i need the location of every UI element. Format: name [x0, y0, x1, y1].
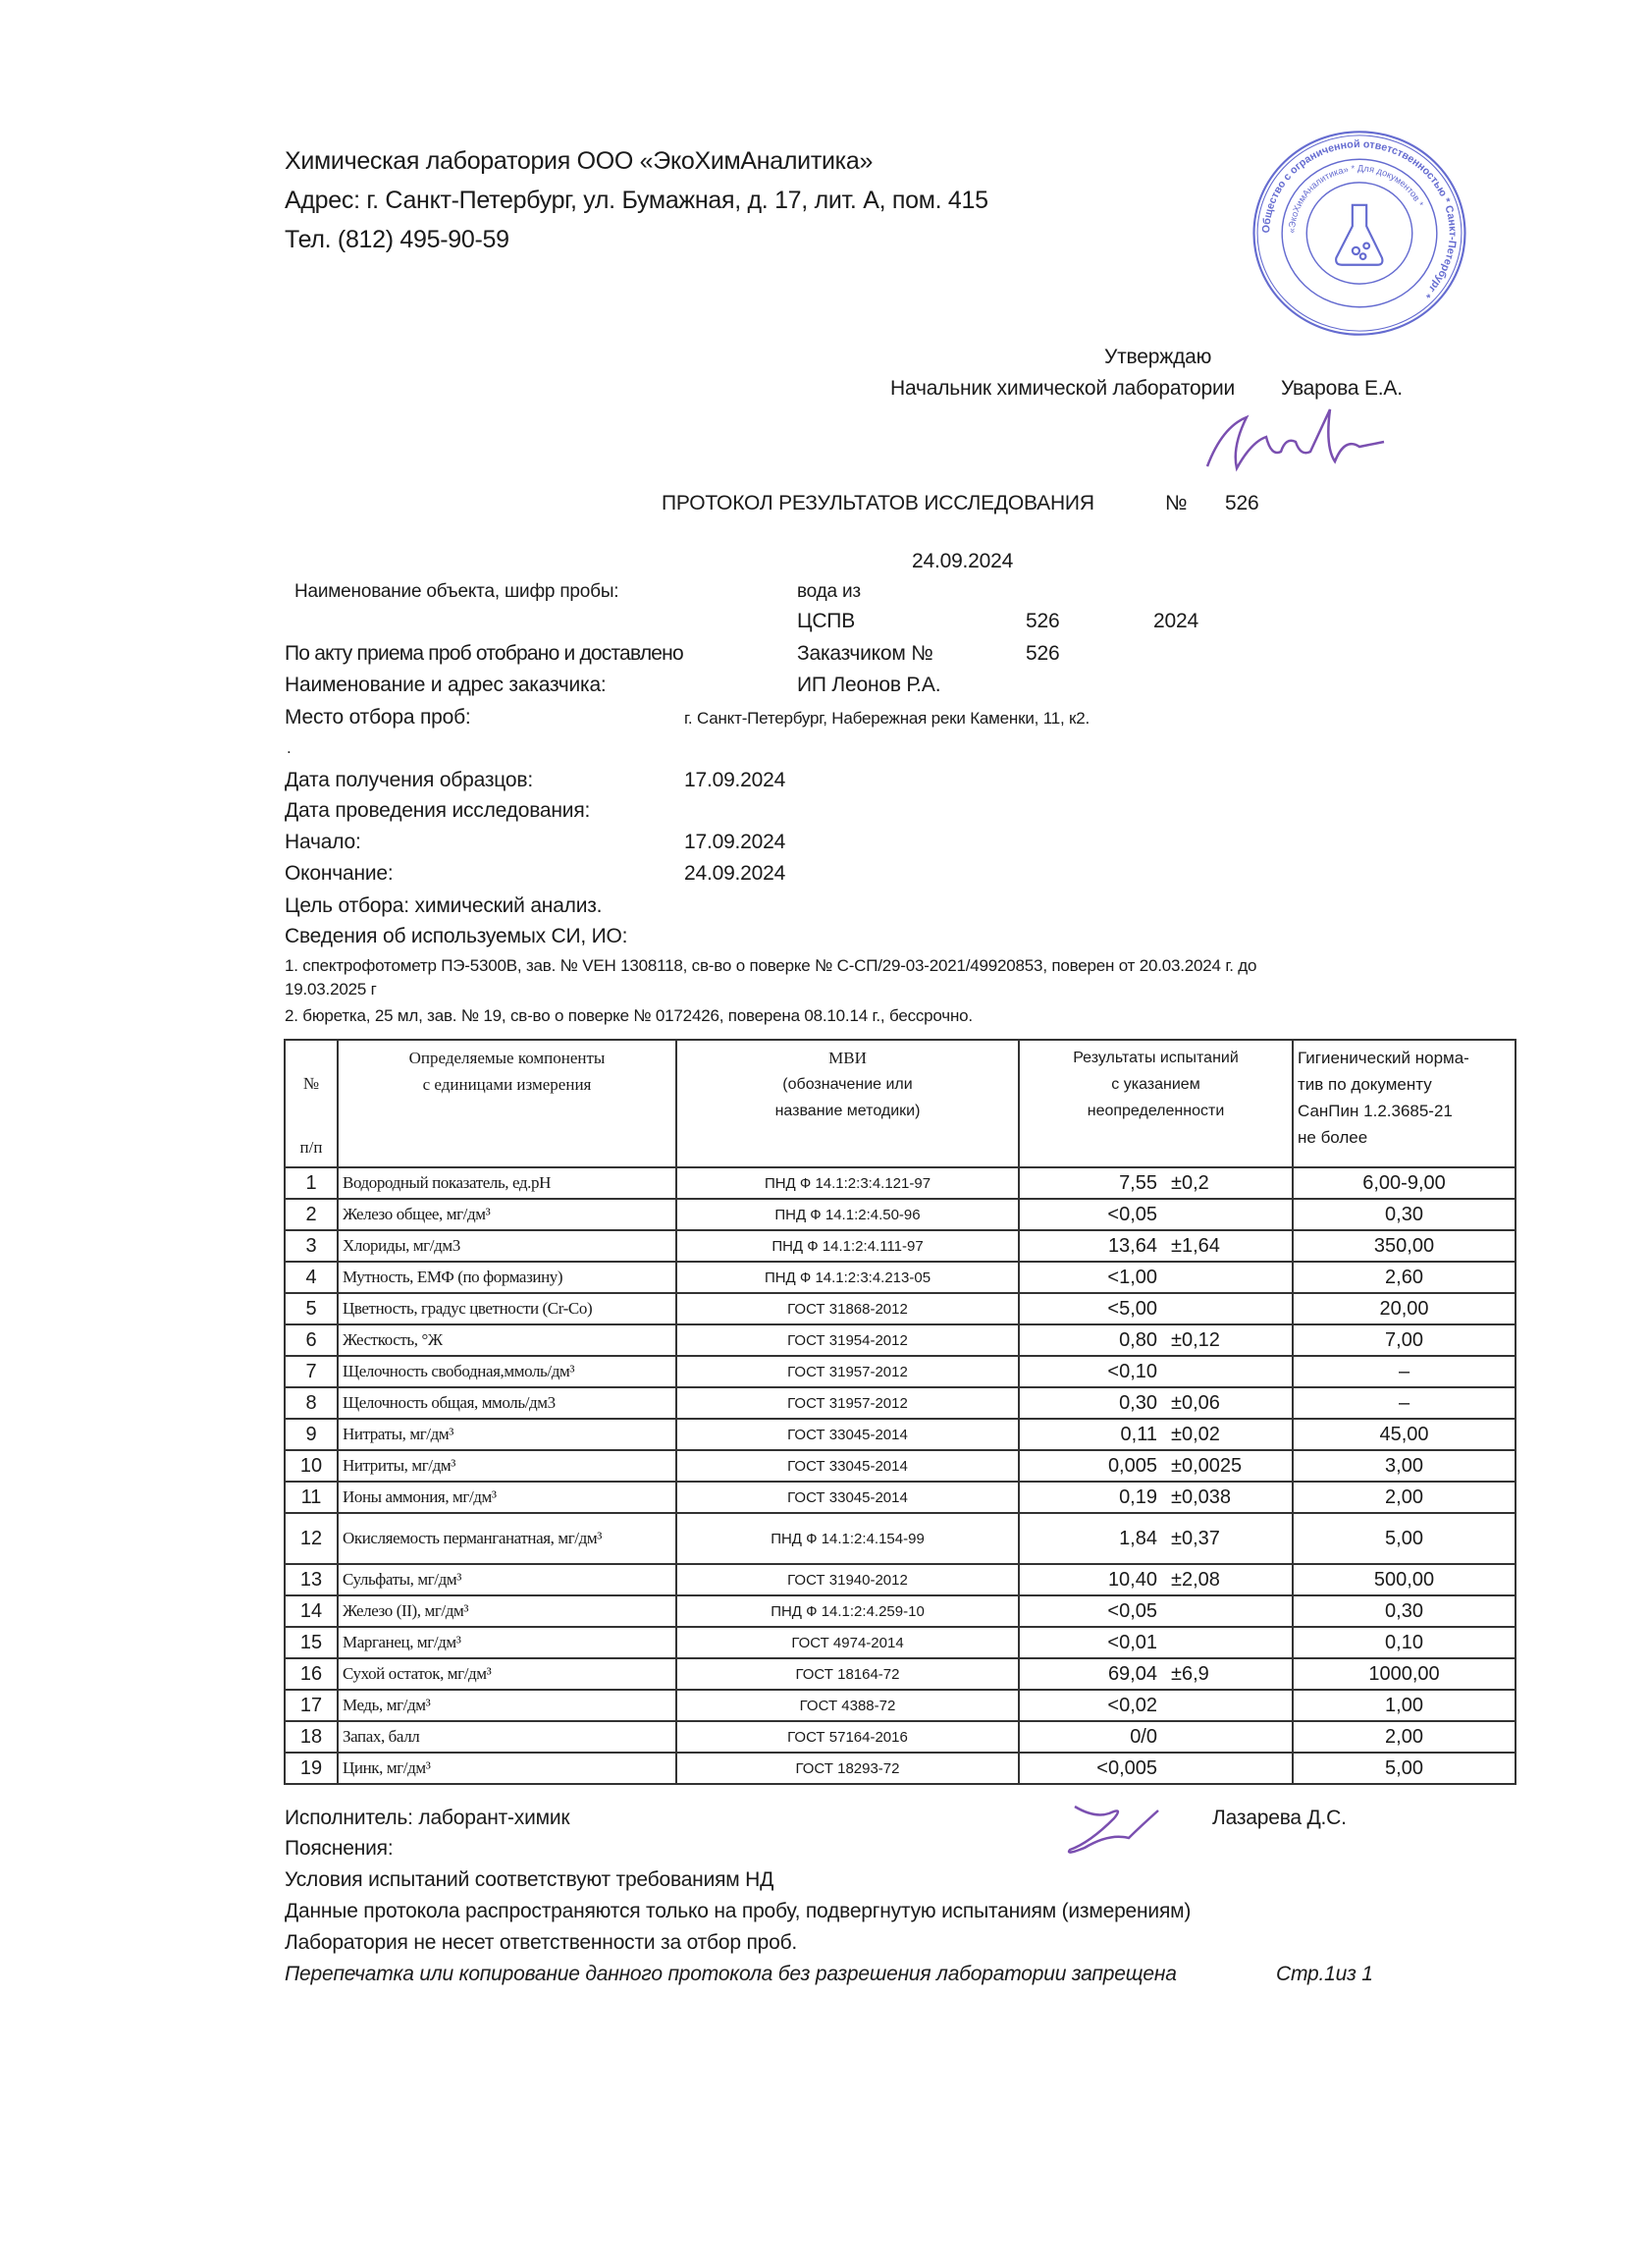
hygienic-norm: –	[1293, 1387, 1516, 1419]
note-1: Условия испытаний соответствуют требованиям НД	[285, 1868, 774, 1891]
method-name: ГОСТ 31868-2012	[676, 1293, 1019, 1324]
row-number: 13	[285, 1564, 338, 1595]
test-result	[1019, 1419, 1293, 1450]
table-row	[285, 1627, 1516, 1658]
hygienic-norm: 5,00	[1293, 1513, 1516, 1564]
approve-label: Утверждаю	[1104, 346, 1212, 368]
test-result	[1019, 1513, 1293, 1564]
customer-value: ИП Леонов Р.А.	[797, 674, 941, 696]
result-uncertainty: ±0,038	[1171, 1485, 1232, 1508]
test-result	[1019, 1356, 1293, 1387]
method-name: ГОСТ 31954-2012	[676, 1324, 1019, 1356]
result-value: <0,02	[1107, 1694, 1157, 1716]
table-row	[285, 1482, 1516, 1513]
test-result	[1019, 1293, 1293, 1324]
table-row	[285, 1595, 1516, 1627]
result-value: 0/0	[1130, 1725, 1157, 1748]
component-name: Цинк, мг/дм³	[338, 1753, 676, 1784]
header-component	[338, 1040, 676, 1167]
protocol-number: 526	[1225, 492, 1259, 514]
component-name: Цветность, градус цветности (Cr-Co)	[338, 1293, 676, 1324]
result-value: <0,05	[1107, 1599, 1157, 1622]
table-row	[285, 1387, 1516, 1419]
approver-position: Начальник химической лаборатории	[890, 377, 1236, 400]
table-row	[285, 1564, 1516, 1595]
result-value: 7,55	[1119, 1171, 1157, 1194]
result-uncertainty: ±0,2	[1171, 1171, 1209, 1194]
method-name: ПНД Ф 14.1:2:3:4.213-05	[676, 1262, 1019, 1293]
table-row	[285, 1721, 1516, 1753]
equipment-label: Сведения об используемых СИ, ИО:	[285, 925, 628, 947]
result-value: <0,05	[1107, 1203, 1157, 1225]
hygienic-norm: 1,00	[1293, 1690, 1516, 1721]
table-row	[285, 1753, 1516, 1784]
component-name: Сухой остаток, мг/дм³	[338, 1658, 676, 1690]
research-label: Дата проведения исследования:	[285, 799, 591, 822]
result-value: <5,00	[1107, 1297, 1157, 1320]
header-mvi	[676, 1040, 1019, 1167]
row-number: 14	[285, 1595, 338, 1627]
hygienic-norm: 2,00	[1293, 1721, 1516, 1753]
method-name: ГОСТ 4974-2014	[676, 1627, 1019, 1658]
hygienic-norm: 2,00	[1293, 1482, 1516, 1513]
row-number: 4	[285, 1262, 338, 1293]
row-number: 7	[285, 1356, 338, 1387]
row-number: 12	[285, 1513, 338, 1564]
header-component-line1: Определяемые компоненты	[408, 1049, 606, 1067]
row-number: 1	[285, 1167, 338, 1199]
row-number: 16	[285, 1658, 338, 1690]
note-2: Данные протокола распространяются только на пробу, подвергнутую испытаниям (измерениям)	[285, 1900, 1192, 1922]
result-value: 0,30	[1119, 1391, 1157, 1414]
object-value: вода из	[797, 581, 861, 602]
protocol-number-sign: №	[1165, 492, 1188, 514]
table-row	[285, 1658, 1516, 1690]
method-name: ГОСТ 31940-2012	[676, 1564, 1019, 1595]
component-name: Запах, балл	[338, 1721, 676, 1753]
result-value: <0,01	[1107, 1631, 1157, 1653]
method-name: ПНД Ф 14.1:2:4.154-99	[676, 1513, 1019, 1564]
component-name: Нитриты, мг/дм³	[338, 1450, 676, 1482]
hygienic-norm: 0,30	[1293, 1199, 1516, 1230]
page-number: Стр.1из 1	[1276, 1963, 1373, 1985]
test-result	[1019, 1658, 1293, 1690]
method-name: ГОСТ 31957-2012	[676, 1387, 1019, 1419]
hygienic-norm: 0,10	[1293, 1627, 1516, 1658]
test-result	[1019, 1721, 1293, 1753]
result-uncertainty: ±0,06	[1171, 1391, 1220, 1414]
row-number: 6	[285, 1324, 338, 1356]
hygienic-norm: 20,00	[1293, 1293, 1516, 1324]
start-value: 17.09.2024	[684, 831, 786, 853]
hygienic-norm: 350,00	[1293, 1230, 1516, 1262]
row-number: 11	[285, 1482, 338, 1513]
result-value: 13,64	[1107, 1234, 1157, 1257]
start-label: Начало:	[285, 831, 361, 853]
row-number: 15	[285, 1627, 338, 1658]
method-name: ГОСТ 4388-72	[676, 1690, 1019, 1721]
method-name: ПНД Ф 14.1:2:4.259-10	[676, 1595, 1019, 1627]
hygienic-norm: 500,00	[1293, 1564, 1516, 1595]
object-code: ЦСПВ	[797, 610, 856, 632]
method-name: ГОСТ 18293-72	[676, 1753, 1019, 1784]
table-row	[285, 1690, 1516, 1721]
result-value: <0,10	[1107, 1360, 1157, 1382]
header-result-line1: Результаты испытаний	[1073, 1050, 1239, 1066]
row-number: 17	[285, 1690, 338, 1721]
method-name: ПНД Ф 14.1:2:4.111-97	[676, 1230, 1019, 1262]
header-mvi-line2: (обозначение или	[782, 1076, 913, 1093]
header-number	[285, 1040, 338, 1167]
executor-label: Исполнитель: лаборант-химик	[285, 1807, 570, 1829]
header-result-line3: неопределенности	[1087, 1103, 1225, 1119]
component-name: Медь, мг/дм³	[338, 1690, 676, 1721]
place-label: Место отбора проб:	[285, 706, 471, 729]
results-table-body	[285, 1167, 1516, 1784]
hygienic-norm: 6,00-9,00	[1293, 1167, 1516, 1199]
test-result	[1019, 1690, 1293, 1721]
method-name: ПНД Ф 14.1:2:4.50-96	[676, 1199, 1019, 1230]
header-norm-line2: тив по документу	[1298, 1075, 1432, 1094]
component-name: Хлориды, мг/дм3	[338, 1230, 676, 1262]
test-result	[1019, 1262, 1293, 1293]
result-uncertainty: ±2,08	[1171, 1568, 1220, 1591]
stamp-outer-text: Общество с ограниченной ответственностью * Санкт-Петербург *	[1260, 138, 1459, 300]
table-row	[285, 1262, 1516, 1293]
test-result	[1019, 1199, 1293, 1230]
method-name: ГОСТ 57164-2016	[676, 1721, 1019, 1753]
table-row	[285, 1419, 1516, 1450]
place-value: г. Санкт-Петербург, Набережная реки Каменки, 11, к2.	[684, 709, 1090, 728]
end-label: Окончание:	[285, 862, 394, 885]
method-name: ГОСТ 18164-72	[676, 1658, 1019, 1690]
row-number: 9	[285, 1419, 338, 1450]
result-uncertainty: ±1,64	[1171, 1234, 1220, 1257]
test-result	[1019, 1564, 1293, 1595]
received-label: Дата получения образцов:	[285, 769, 533, 791]
lab-address: Адрес: г. Санкт-Петербург, ул. Бумажная, д. 17, лит. А, пом. 415	[285, 187, 988, 214]
header-number-line1: №	[302, 1074, 320, 1093]
component-name: Щелочность свободная,ммоль/дм³	[338, 1356, 676, 1387]
result-uncertainty: ±0,37	[1171, 1527, 1220, 1549]
result-uncertainty: ±0,0025	[1171, 1454, 1243, 1477]
received-value: 17.09.2024	[684, 769, 786, 791]
result-value: 0,005	[1107, 1454, 1157, 1477]
result-value: <0,005	[1096, 1756, 1157, 1779]
table-row	[285, 1324, 1516, 1356]
hygienic-norm: 45,00	[1293, 1419, 1516, 1450]
table-row	[285, 1356, 1516, 1387]
header-norm-line1: Гигиенический норма-	[1298, 1049, 1469, 1067]
row-number: 2	[285, 1199, 338, 1230]
component-name: Марганец, мг/дм³	[338, 1627, 676, 1658]
approver-signature	[1202, 407, 1389, 476]
act-value: Заказчиком №	[797, 642, 933, 665]
table-row	[285, 1199, 1516, 1230]
component-name: Мутность, ЕМФ (по формазину)	[338, 1262, 676, 1293]
protocol-title: ПРОТОКОЛ РЕЗУЛЬТАТОВ ИССЛЕДОВАНИЯ	[662, 492, 1094, 514]
header-norm	[1293, 1040, 1516, 1167]
method-name: ПНД Ф 14.1:2:3:4.121-97	[676, 1167, 1019, 1199]
header-result-line2: с указанием	[1111, 1076, 1200, 1093]
component-name: Нитраты, мг/дм³	[338, 1419, 676, 1450]
approver-name: Уварова Е.А.	[1281, 377, 1403, 400]
protocol-date: 24.09.2024	[912, 550, 1014, 572]
hygienic-norm: 7,00	[1293, 1324, 1516, 1356]
table-row	[285, 1293, 1516, 1324]
result-value: 0,19	[1119, 1485, 1157, 1508]
component-name: Окисляемость перманганатная, мг/дм³	[338, 1513, 676, 1564]
test-result	[1019, 1167, 1293, 1199]
hygienic-norm: 5,00	[1293, 1753, 1516, 1784]
dot-mark: .	[287, 738, 292, 757]
flask-icon	[1336, 205, 1382, 265]
hygienic-norm: 0,30	[1293, 1595, 1516, 1627]
hygienic-norm: –	[1293, 1356, 1516, 1387]
test-result	[1019, 1387, 1293, 1419]
result-uncertainty: ±0,12	[1171, 1328, 1220, 1351]
act-label: По акту приема проб отобрано и доставлено	[285, 642, 683, 665]
method-name: ГОСТ 33045-2014	[676, 1419, 1019, 1450]
result-uncertainty: ±6,9	[1171, 1662, 1209, 1685]
method-name: ГОСТ 33045-2014	[676, 1450, 1019, 1482]
end-value: 24.09.2024	[684, 862, 786, 885]
executor-name: Лазарева Д.С.	[1212, 1807, 1347, 1829]
result-value: <1,00	[1107, 1266, 1157, 1288]
test-result	[1019, 1753, 1293, 1784]
result-value: 69,04	[1107, 1662, 1157, 1685]
header-mvi-line3: название методики)	[774, 1103, 921, 1119]
header-norm-line3: СанПин 1.2.3685-21	[1298, 1102, 1453, 1120]
hygienic-norm: 1000,00	[1293, 1658, 1516, 1690]
equipment-2: 2. бюретка, 25 мл, зав. № 19, св-во о поверке № 0172426, поверена 08.10.14 г., бессрочно.	[285, 1006, 973, 1025]
table-row	[285, 1167, 1516, 1199]
lab-phone: Тел. (812) 495-90-59	[285, 226, 509, 253]
test-result	[1019, 1450, 1293, 1482]
act-number: 526	[1026, 642, 1060, 665]
customer-label: Наименование и адрес заказчика:	[285, 674, 607, 696]
result-uncertainty: ±0,02	[1171, 1423, 1220, 1445]
hygienic-norm: 2,60	[1293, 1262, 1516, 1293]
component-name: Щелочность общая, ммоль/дм3	[338, 1387, 676, 1419]
component-name: Водородный показатель, ед.pH	[338, 1167, 676, 1199]
result-value: 1,84	[1119, 1527, 1157, 1549]
table-row	[285, 1450, 1516, 1482]
header-norm-line4: не более	[1298, 1128, 1368, 1147]
object-number: 526	[1026, 610, 1060, 632]
row-number: 10	[285, 1450, 338, 1482]
header-component-line2: с единицами измерения	[422, 1075, 592, 1094]
component-name: Сульфаты, мг/дм³	[338, 1564, 676, 1595]
test-result	[1019, 1324, 1293, 1356]
component-name: Железо общее, мг/дм³	[338, 1199, 676, 1230]
object-year: 2024	[1153, 610, 1198, 632]
executor-signature	[1065, 1799, 1163, 1858]
component-name: Ионы аммония, мг/дм³	[338, 1482, 676, 1513]
component-name: Жесткость, °Ж	[338, 1324, 676, 1356]
result-value: 0,11	[1120, 1423, 1157, 1445]
equipment-1-cont: 19.03.2025 г	[285, 980, 377, 999]
component-name: Железо (II), мг/дм³	[338, 1595, 676, 1627]
header-mvi-line1: МВИ	[828, 1049, 867, 1067]
result-value: 0,80	[1119, 1328, 1157, 1351]
copyright-notice: Перепечатка или копирование данного протокола без разрешения лаборатории запрещена	[285, 1963, 1177, 1985]
test-result	[1019, 1230, 1293, 1262]
results-table	[284, 1039, 1516, 1785]
header-number-line2: п/п	[299, 1138, 323, 1157]
object-label: Наименование объекта, шифр пробы:	[294, 581, 619, 602]
test-result	[1019, 1482, 1293, 1513]
table-header-row	[285, 1040, 1516, 1167]
purpose: Цель отбора: химический анализ.	[285, 894, 603, 917]
test-result	[1019, 1627, 1293, 1658]
result-value: 10,40	[1107, 1568, 1157, 1591]
note-3: Лаборатория не несет ответственности за отбор проб.	[285, 1931, 798, 1954]
table-row	[285, 1513, 1516, 1564]
table-row	[285, 1230, 1516, 1262]
method-name: ГОСТ 31957-2012	[676, 1356, 1019, 1387]
row-number: 3	[285, 1230, 338, 1262]
method-name: ГОСТ 33045-2014	[676, 1482, 1019, 1513]
row-number: 8	[285, 1387, 338, 1419]
hygienic-norm: 3,00	[1293, 1450, 1516, 1482]
test-result	[1019, 1595, 1293, 1627]
stamp-seal	[1247, 128, 1472, 339]
lab-name: Химическая лаборатория ООО «ЭкоХимАналитика»	[285, 147, 874, 175]
row-number: 18	[285, 1721, 338, 1753]
row-number: 19	[285, 1753, 338, 1784]
row-number: 5	[285, 1293, 338, 1324]
notes-label: Пояснения:	[285, 1837, 394, 1860]
stamp-inner-text: «ЭкоХимАналитика» * Для документов *	[1287, 163, 1426, 234]
equipment-1: 1. спектрофотометр ПЭ-5300В, зав. № VEH 1308118, св-во о поверке № С-СП/29-03-2021/49920853, поверен от 20.03.2024 г. до	[285, 956, 1257, 975]
header-result	[1019, 1040, 1293, 1167]
